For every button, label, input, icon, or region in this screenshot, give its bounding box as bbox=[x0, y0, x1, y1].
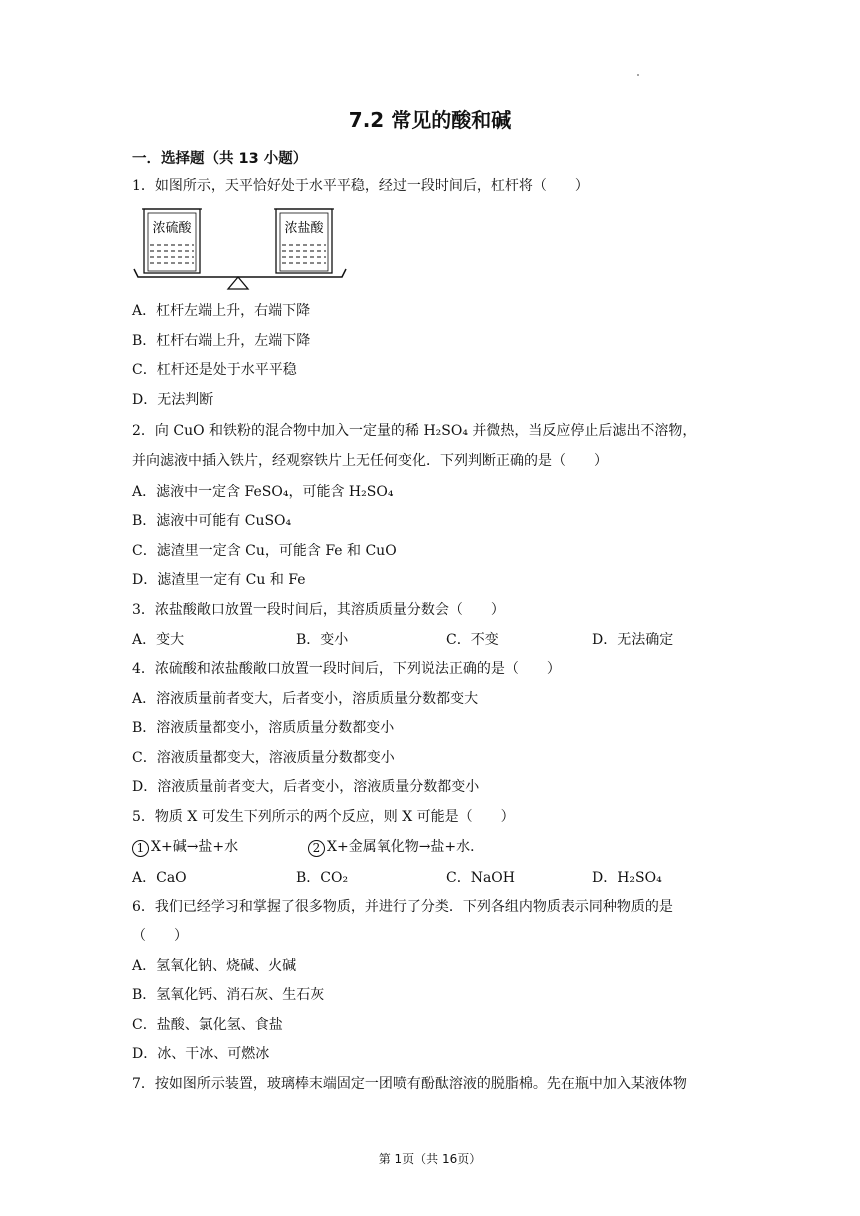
q6-option-c: C．盐酸、氯化氢、食盐 bbox=[132, 1017, 283, 1033]
q5-option-a: A．CaO bbox=[132, 870, 187, 886]
q5-reaction-2 bbox=[308, 837, 484, 857]
q3-option-a: A．变大 bbox=[132, 632, 185, 648]
q2-stem-line2: 并向滤液中插入铁片，经观察铁片上无任何变化．下列判断正确的是（ ） bbox=[132, 453, 608, 469]
section-heading: 一．选择题（共 13 小题） bbox=[132, 151, 308, 167]
q2-option-a: A．滤液中一定含 FeSO₄，可能含 H₂SO₄ bbox=[132, 484, 394, 500]
left-beaker bbox=[142, 209, 202, 273]
q4-option-c: C．溶液质量都变大，溶液质量分数都变小 bbox=[132, 750, 395, 766]
q3-option-c: C．不变 bbox=[446, 632, 499, 648]
q1-option-a: A．杠杆左端上升，右端下降 bbox=[132, 303, 311, 319]
circled-number-2: 2 bbox=[308, 840, 325, 857]
q2-option-b: B．滤液中可能有 CuSO₄ bbox=[132, 513, 292, 529]
q2-option-c: C．滤渣里一定含 Cu，可能含 Fe 和 CuO bbox=[132, 543, 397, 559]
q5-reaction-1 bbox=[132, 837, 238, 857]
q1-option-b: B．杠杆右端上升，左端下降 bbox=[132, 333, 311, 349]
q4-stem: 4．浓硫酸和浓盐酸敞口放置一段时间后，下列说法正确的是（ ） bbox=[132, 661, 561, 677]
label-conc-sulfuric: 浓硫酸 bbox=[152, 221, 192, 236]
q4-option-a: A．溶液质量前者变大，后者变小，溶质质量分数都变大 bbox=[132, 691, 479, 707]
q7-stem: 7．按如图所示装置，玻璃棒末端固定一团喷有酚酞溶液的脱脂棉。先在瓶中加入某液体物 bbox=[132, 1076, 687, 1092]
q6-stem-line1: 6．我们已经学习和掌握了很多物质，并进行了分类．下列各组内物质表示同种物质的是 bbox=[132, 899, 673, 915]
q3-option-d: D．无法确定 bbox=[592, 632, 674, 648]
q4-option-d: D．溶液质量前者变大，后者变小，溶液质量分数都变小 bbox=[132, 779, 480, 795]
q6-option-a: A．氢氧化钠、烧碱、火碱 bbox=[132, 958, 297, 974]
label-conc-hydrochloric: 浓盐酸 bbox=[284, 221, 324, 236]
q5-option-d: D．H₂SO₄ bbox=[592, 870, 662, 886]
page-dot bbox=[637, 74, 639, 76]
balance-fulcrum bbox=[228, 277, 248, 289]
q6-option-b: B．氢氧化钙、消石灰、生石灰 bbox=[132, 987, 325, 1003]
q5-reaction-1-text: X+碱→盐+水 bbox=[151, 839, 239, 855]
q4-option-b: B．溶液质量都变小，溶质质量分数都变小 bbox=[132, 720, 395, 736]
q1-stem: 1．如图所示，天平恰好处于水平平稳，经过一段时间后，杠杆将（ ） bbox=[132, 178, 589, 194]
page-title: 7.2 常见的酸和碱 bbox=[348, 108, 512, 132]
q5-option-b: B．CO₂ bbox=[296, 870, 349, 886]
page-footer: 第 1页（共 16页） bbox=[378, 1152, 482, 1166]
q2-option-d: D．滤渣里一定有 Cu 和 Fe bbox=[132, 572, 306, 588]
q3-option-b: B．变小 bbox=[296, 632, 349, 648]
q5-stem: 5．物质 X 可发生下列所示的两个反应，则 X 可能是（ ） bbox=[132, 809, 515, 825]
q5-option-c: C．NaOH bbox=[446, 870, 515, 886]
q1-option-c: C．杠杆还是处于水平平稳 bbox=[132, 362, 297, 378]
q1-option-d: D．无法判断 bbox=[132, 392, 214, 408]
circled-number-1: 1 bbox=[132, 840, 149, 857]
q2-stem-line1: 2．向 CuO 和铁粉的混合物中加入一定量的稀 H₂SO₄ 并微热，当反应停止后滤出不溶物， bbox=[132, 423, 697, 439]
right-beaker bbox=[274, 209, 334, 273]
q6-stem-line2: （ ） bbox=[132, 928, 188, 944]
q3-stem: 3．浓盐酸敞口放置一段时间后，其溶质质量分数会（ ） bbox=[132, 602, 505, 618]
balance-figure bbox=[132, 205, 348, 291]
q6-option-d: D．冰、干冰、可燃冰 bbox=[132, 1046, 270, 1062]
q5-reaction-2-text: X+金属氧化物→盐+水． bbox=[327, 839, 485, 855]
